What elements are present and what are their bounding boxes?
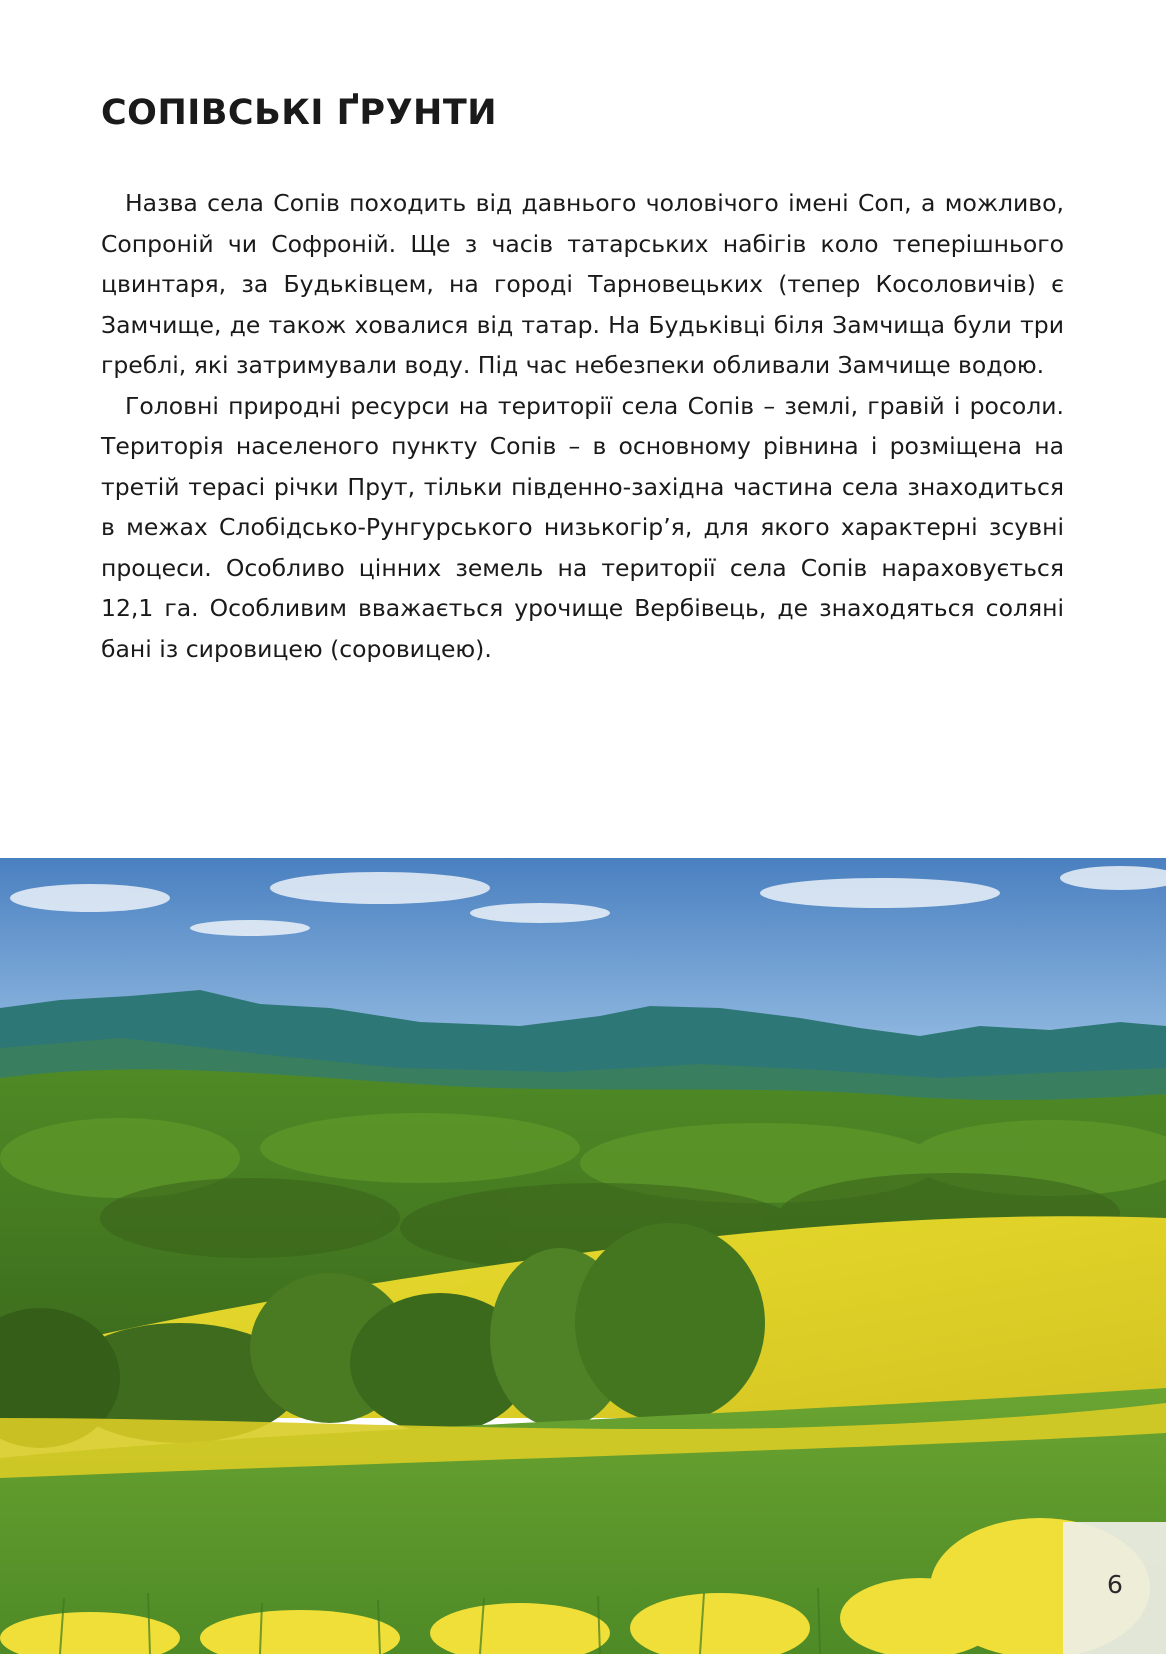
page-number: 6 [1107, 1570, 1123, 1599]
paragraph-2: Головні природні ресурси на території села Сопів – землі, гравій і росоли. Територія населеного пункту Сопів – в основному рівнина і розміщена на третій терасі річки Прут, тільки південно-західна частина села знаходиться в межах Слобідсько-Рунгурського низькогір’я, для якого характерні зсувні процеси. Особливо цінних земель на території села Сопів нараховується 12,1 га. Особливим вважається урочище Вербівець, де знаходяться соляні бані із сировицею (соровицею). [101, 391, 1064, 663]
page-title: СОПІВСЬКІ ҐРУНТИ [101, 93, 498, 133]
landscape-illustration [0, 858, 1166, 1654]
landscape-photo [0, 858, 1166, 1654]
body-text [101, 183, 1064, 669]
paragraph-1: Назва села Сопів походить від давнього чоловічого імені Соп, а можливо, Сопроній чи Софроній. Ще з часів татарських набігів коло теперішнього цвинтаря, за Будьківцем, на городі Тарновецьких (тепер Косоловичів) є Замчище, де також ховалися від татар. На Будьківці біля Замчища були три греблі, які затримували воду. Під час небезпеки обливали Замчище водою. [101, 189, 1064, 379]
